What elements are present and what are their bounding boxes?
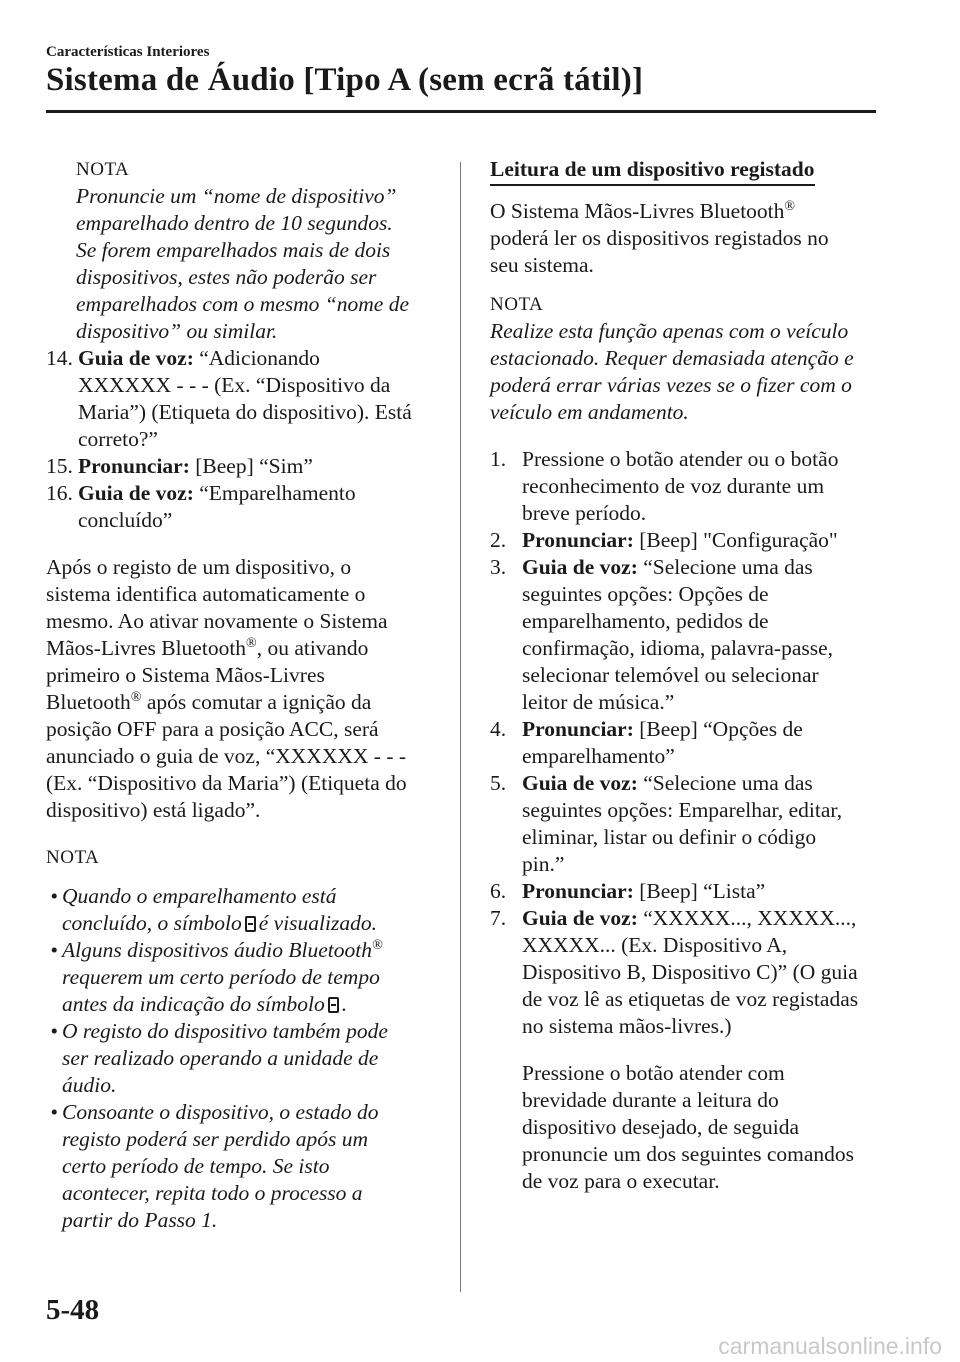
note-3: Realize esta função apenas com o veículo estacionado. Requer demasiada atenção e poderá errar várias vezes se o fizer com o veículo em andamento. — [490, 319, 854, 424]
bullet-dot: • — [50, 1100, 58, 1124]
bullet-dot: • — [50, 1019, 58, 1043]
step-text: “Adicionando — [193, 346, 320, 370]
step-number: 3. — [490, 555, 507, 579]
bullet-4: • Consoante o dispositivo, o estado do registo poderá ser perdido após um certo período de tempo. Se isto acontecer, repita todo o processo a partir do Passo 1. — [46, 1099, 446, 1234]
step-line: Maria”) (Etiqueta do dispositivo). Está — [78, 400, 412, 424]
para-line: anunciado o guia de voz, “XXXXXX - - - — [46, 744, 407, 768]
step-7: 7. Guia de voz: “XXXXX..., XXXXX..., XXXXX... (Ex. Dispositivo A, Dispositivo B, Dispositivo C)” (O guia de voz lê as etiquetas de voz registadas no sistema mãos-livres.) — [490, 906, 859, 1038]
after-text: Pressione o botão atender com brevidade durante a leitura do dispositivo desejado, de seguida pronuncie um dos seguintes comandos de voz para o executar. — [522, 1061, 855, 1193]
note-line: dispositivos, estes não poderão ser — [76, 265, 377, 289]
step-line — [78, 345, 446, 372]
step-line: correto?” — [78, 427, 158, 451]
step-number: 14. — [46, 346, 73, 370]
para-line: primeiro o Sistema Mãos-Livres — [46, 663, 325, 687]
bullet-dot: • — [50, 884, 58, 908]
step-number: 16. — [46, 481, 73, 505]
bullet-dot: • — [50, 938, 58, 962]
para-line: Mãos-Livres Bluetooth®, ou ativando — [46, 635, 369, 660]
para-line: posição OFF para a posição ACC, será — [46, 717, 379, 741]
bullet-3: • O registo do dispositivo também pode ser realizado operando a unidade de áudio. — [46, 1018, 446, 1099]
watermark[interactable]: carmanualsonline.info — [718, 1333, 942, 1359]
right-column — [490, 156, 880, 1195]
step-14 — [46, 345, 446, 453]
note-line: emparelhado dentro de 10 segundos. — [76, 211, 393, 235]
paragraph — [46, 554, 446, 824]
registered-mark: ® — [246, 635, 257, 651]
step-line — [78, 453, 446, 480]
step-number: 2. — [490, 528, 507, 552]
step-label: Pronunciar: — [522, 879, 634, 903]
bluetooth-device-icon — [328, 997, 339, 1013]
step-number: 15. — [46, 454, 73, 478]
note-line: emparelhados com o mesmo “nome de — [76, 292, 409, 316]
step-label: Guia de voz: — [522, 771, 638, 795]
page-number: 5-48 — [46, 1294, 100, 1326]
step-label: Guia de voz: — [78, 481, 194, 505]
step-text: [Beep] “Sim” — [189, 454, 313, 478]
para-line: Após o registo de um dispositivo, o — [46, 555, 352, 579]
step-label: Guia de voz: — [522, 555, 638, 579]
step-number: 1. — [490, 447, 507, 471]
step-label: Pronunciar: — [522, 717, 634, 741]
step-3: 3. Guia de voz: “Selecione uma das seguintes opções: Opções de emparelhamento, pedidos de confirmação, idioma, palavra-passe, selecionar telemóvel ou selecionar leitor de música.” — [490, 555, 834, 714]
step-number: 7. — [490, 906, 507, 930]
step-line: concluído” — [78, 508, 173, 532]
step-label: Guia de voz: — [78, 346, 194, 370]
note-line: Pronuncie um “nome de dispositivo” — [76, 184, 397, 208]
step-2: 2. Pronunciar: [Beep] "Configuração" — [490, 528, 838, 552]
bullet-1: • Quando o emparelhamento está concluído, o símbolo é visualizado. — [46, 883, 446, 937]
page-title: Sistema de Áudio [Tipo A (sem ecrã tátil)] — [46, 62, 644, 98]
title-rule — [46, 110, 876, 113]
bluetooth-device-icon — [245, 916, 256, 932]
note-label: NOTA — [490, 294, 544, 315]
step-number: 6. — [490, 879, 507, 903]
para-line: sistema identifica automaticamente o — [46, 582, 366, 606]
step-label: Guia de voz: — [522, 906, 638, 930]
step-number: 4. — [490, 717, 507, 741]
note-1 — [46, 156, 446, 345]
column-divider — [460, 162, 461, 1292]
section-label: Características Interiores — [46, 44, 210, 60]
step-line — [78, 480, 446, 507]
step-label: Pronunciar: — [78, 454, 190, 478]
step-4: 4. Pronunciar: [Beep] “Opções de emparelhamento” — [490, 717, 803, 768]
para-line: dispositivo) está ligado”. — [46, 798, 261, 822]
registered-mark: ® — [371, 937, 383, 953]
step-number: 5. — [490, 771, 507, 795]
para-line: (Ex. “Dispositivo da Maria”) (Etiqueta do — [46, 771, 407, 795]
left-column — [46, 156, 446, 1234]
note-label: NOTA — [76, 159, 130, 180]
intro: O Sistema Mãos-Livres Bluetooth® poderá ler os dispositivos registados no seu sistema. — [490, 198, 829, 277]
note-line: Se forem emparelhados mais de dois — [76, 238, 391, 262]
registered-mark: ® — [784, 198, 796, 214]
step-16 — [46, 480, 446, 534]
step-5: 5. Guia de voz: “Selecione uma das seguintes opções: Emparelhar, editar, eliminar, listar ou definir o código pin.” — [490, 771, 843, 876]
step-label: Pronunciar: — [522, 528, 634, 552]
step-line: XXXXXX - - - (Ex. “Dispositivo da — [78, 373, 391, 397]
note-line: dispositivo” ou similar. — [76, 319, 278, 343]
bullet-2: • Alguns dispositivos áudio Bluetooth® requerem um certo período de tempo antes da indicação do símbolo . — [46, 937, 446, 1018]
para-line: Bluetooth® após comutar a ignição da — [46, 689, 372, 714]
section-heading: Leitura de um dispositivo registado — [490, 156, 815, 186]
para-line: mesmo. Ao ativar novamente o Sistema — [46, 609, 388, 633]
step-text: “Emparelhamento — [193, 481, 356, 505]
step-6: 6. Pronunciar: [Beep] “Lista” — [490, 879, 766, 903]
step-15 — [46, 453, 446, 480]
note-label: NOTA — [46, 847, 100, 868]
registered-mark: ® — [130, 689, 142, 705]
step-1: 1. Pressione o botão atender ou o botão reconhecimento de voz durante um breve período. — [490, 447, 839, 525]
